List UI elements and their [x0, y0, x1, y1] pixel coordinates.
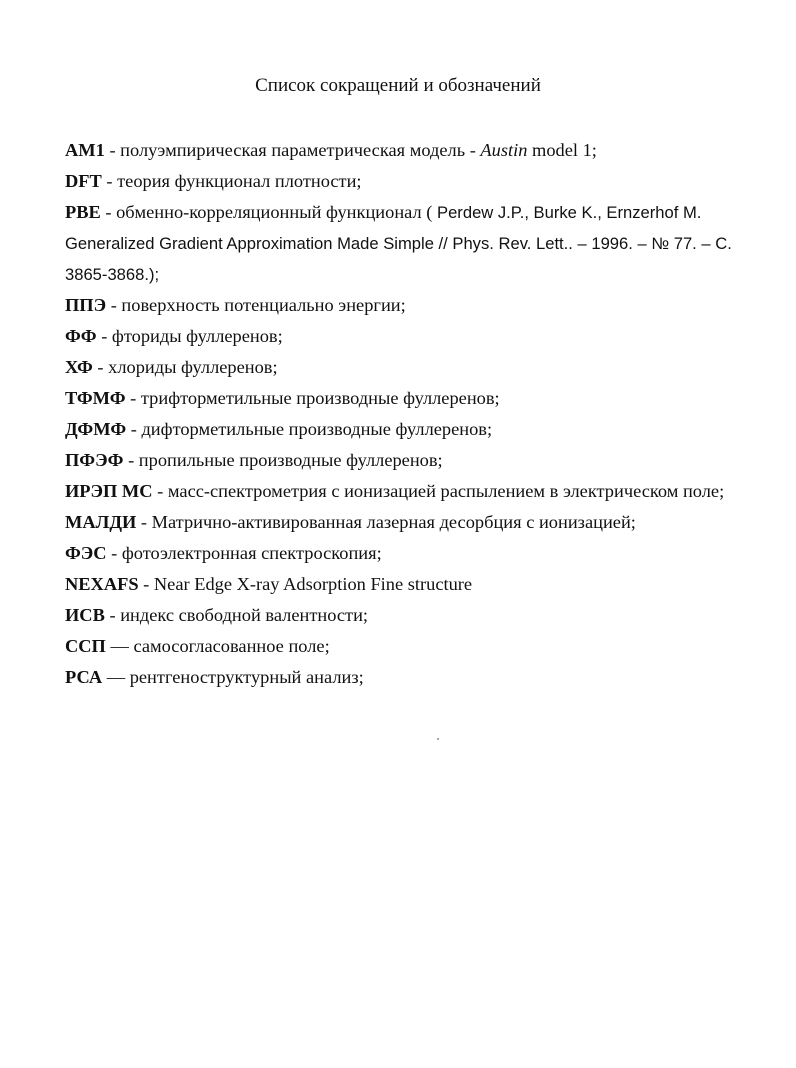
- definition-italic: Austin: [480, 140, 528, 160]
- abbreviation: МАЛДИ: [65, 512, 137, 532]
- abbreviation: ХФ: [65, 357, 93, 377]
- definition-tail: model 1;: [527, 140, 597, 160]
- definition: полуэмпирическая параметрическая модель -: [120, 140, 481, 160]
- abbreviation: ТФМФ: [65, 388, 126, 408]
- scan-speck: [437, 738, 439, 740]
- abbreviation: ПФЭФ: [65, 450, 124, 470]
- separator: -: [125, 388, 141, 408]
- separator: -: [100, 202, 117, 222]
- list-item-pbe: [65, 197, 735, 290]
- page-title: Список сокращений и обозначений: [255, 75, 541, 96]
- separator: -: [152, 481, 168, 501]
- separator: -: [101, 171, 118, 191]
- definition: фотоэлектронная спектроскопия;: [121, 543, 382, 563]
- definition: самосогласованное поле;: [133, 636, 330, 656]
- list-item-irep-ms: [65, 476, 735, 507]
- definition: теория функционал плотности;: [117, 171, 362, 191]
- definition: рентгеноструктурный анализ;: [129, 667, 364, 687]
- list-item-ppe: [65, 290, 735, 321]
- separator: -: [126, 419, 142, 439]
- separator: -: [106, 295, 122, 315]
- definition: дифторметильные производные фуллеренов;: [141, 419, 493, 439]
- separator: -: [138, 574, 154, 594]
- separator: —: [105, 636, 134, 656]
- separator: -: [123, 450, 139, 470]
- definition: Матрично-активированная лазерная десорбция с ионизацией;: [151, 512, 636, 532]
- list-item-hf: [65, 352, 735, 383]
- list-item-pfef: [65, 445, 735, 476]
- abbreviation-list: [65, 135, 735, 693]
- reference-citation: Perdew J.P., Burke K., Ernzerhof M. Generalized Gradient Approximation Made Simple // Phys. Rev. Lett.. – 1996. – № 77. – С. 3865-3868.);: [65, 203, 732, 284]
- list-item-fes: [65, 538, 735, 569]
- abbreviation: ФФ: [65, 326, 97, 346]
- list-item-maldi: [65, 507, 735, 538]
- abbreviation: ППЭ: [65, 295, 107, 315]
- definition: хлориды фуллеренов;: [108, 357, 278, 377]
- separator: —: [102, 667, 130, 687]
- separator: -: [106, 543, 122, 563]
- list-item-am1: [65, 135, 735, 166]
- definition: масс-спектрометрия с ионизацией распылением в электрическом поле;: [167, 481, 725, 501]
- separator: -: [136, 512, 152, 532]
- list-item-dft: [65, 166, 735, 197]
- list-item-nexafs: [65, 569, 735, 600]
- abbreviation: ФЭС: [65, 543, 107, 563]
- abbreviation: ИРЭП МС: [65, 481, 153, 501]
- list-item-tfmf: [65, 383, 735, 414]
- abbreviation: РСА: [65, 667, 103, 687]
- list-item-isv: [65, 600, 735, 631]
- abbreviation: ИСВ: [65, 605, 105, 625]
- abbreviation: AM1: [65, 140, 105, 160]
- list-item-ff: [65, 321, 735, 352]
- definition: поверхность потенциально энергии;: [121, 295, 406, 315]
- definition: Near Edge X-ray Adsorption Fine structure: [153, 574, 473, 594]
- abbreviation: DFT: [65, 171, 102, 191]
- separator: -: [104, 140, 121, 160]
- definition: трифторметильные производные фуллеренов;: [140, 388, 500, 408]
- abbreviation: NEXAFS: [65, 574, 139, 594]
- definition: индекс свободной валентности;: [120, 605, 369, 625]
- definition: обменно-корреляционный функционал (: [116, 202, 438, 222]
- list-item-ssp: [65, 631, 735, 662]
- separator: -: [104, 605, 121, 625]
- separator: -: [96, 326, 112, 346]
- definition: фториды фуллеренов;: [111, 326, 283, 346]
- abbreviation: PBE: [65, 202, 101, 222]
- separator: -: [92, 357, 109, 377]
- abbreviation: ДФМФ: [65, 419, 127, 439]
- definition: пропильные производные фуллеренов;: [138, 450, 443, 470]
- list-item-rsa: [65, 662, 735, 693]
- list-item-dfmf: [65, 414, 735, 445]
- abbreviation: ССП: [65, 636, 106, 656]
